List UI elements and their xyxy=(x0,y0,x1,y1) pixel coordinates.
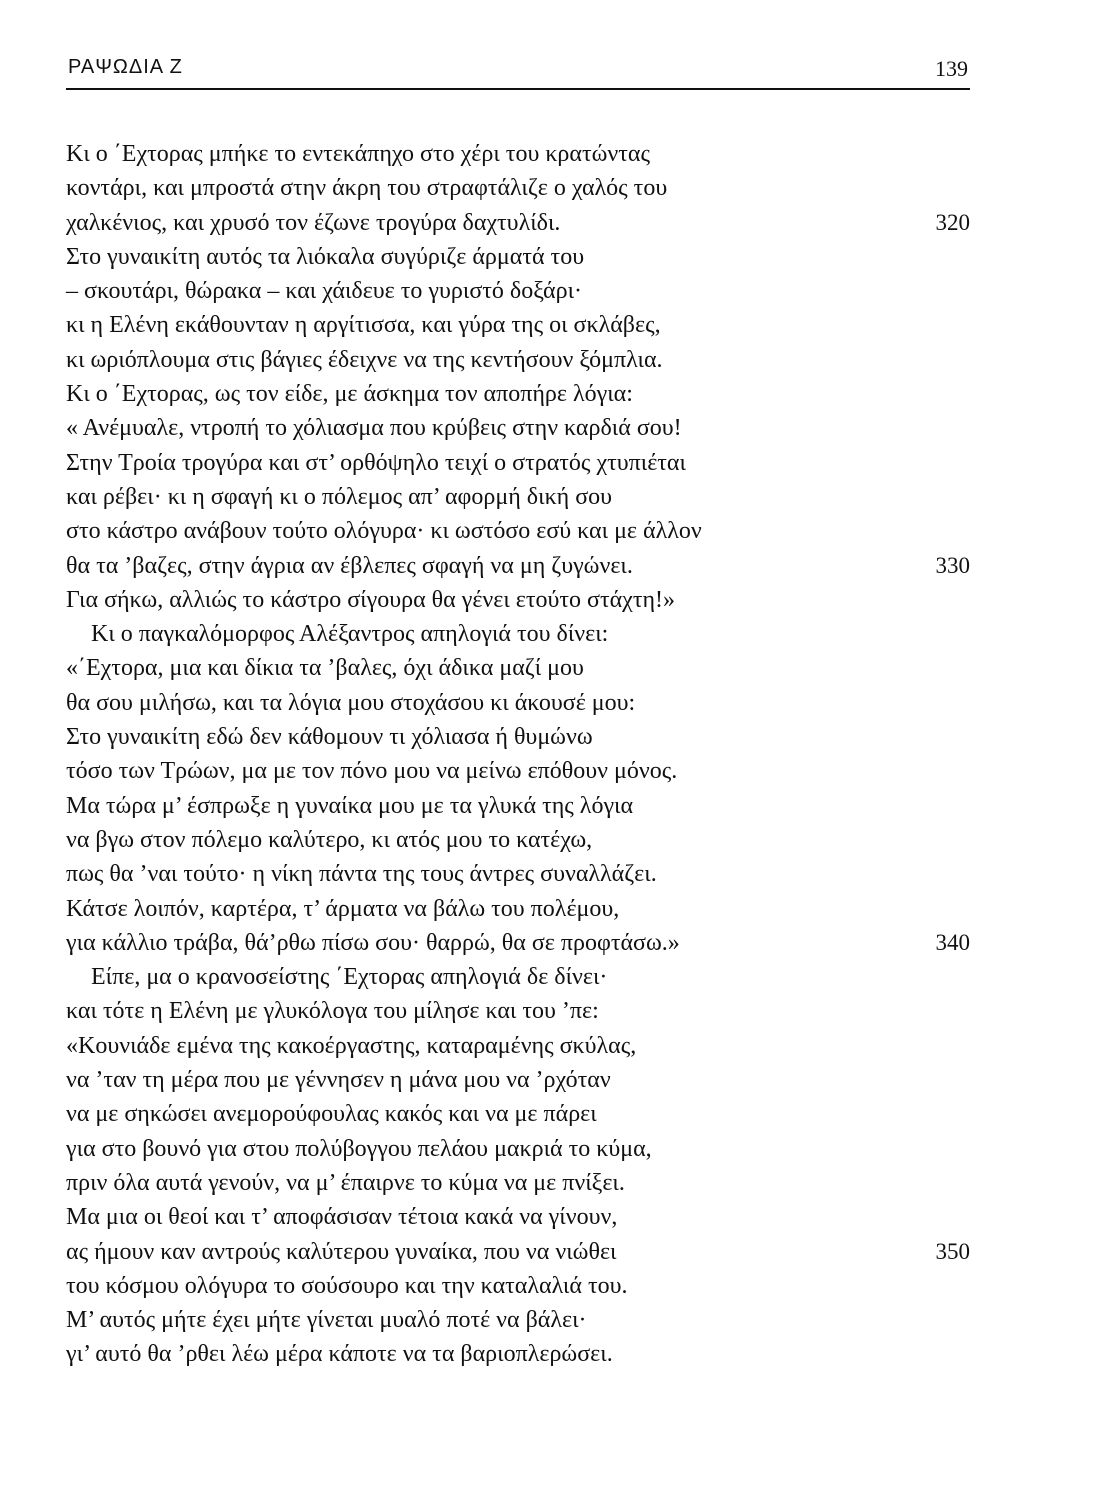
verse-text: τόσο των Τρώων, μα με τον πόνο μου να μείνω επόθουν μόνος. xyxy=(66,758,678,785)
verse-text: – σκουτάρι, θώρακα – και χάιδευε το γυριστό δοξάρι· xyxy=(66,278,583,305)
verse-text: Στην Τροία τρογύρα και στ’ ορθόψηλο τειχί ο στρατός χτυπιέται xyxy=(66,449,686,476)
verse-text: θα σου μιλήσω, και τα λόγια μου στοχάσου κι άκουσέ μου: xyxy=(66,689,636,716)
verse-line xyxy=(66,960,970,994)
running-header xyxy=(68,56,968,88)
verse-text: για στο βουνό για στου πολύβογγου πελάου μακριά το κύμα, xyxy=(66,1135,652,1162)
verse-text: «Κουνιάδε εμένα της κακοέργαστης, καταραμένης σκύλας, xyxy=(66,1032,637,1059)
verse-text: κοντάρι, και μπροστά στην άκρη του στραφτάλιζε ο χαλός του xyxy=(66,175,668,202)
header-rule xyxy=(66,88,970,90)
verse-text: του κόσμου ολόγυρα το σούσουρο και την καταλαλιά του. xyxy=(66,1272,628,1299)
verse-line xyxy=(66,926,970,960)
verse-text: να ’ταν τη μέρα που με γέννησεν η μάνα μου να ’ρχόταν xyxy=(66,1067,611,1094)
verse-text: Μ’ αυτός μήτε έχει μήτε γίνεται μυαλό ποτέ να βάλει· xyxy=(66,1307,587,1334)
verse-text: Είπε, μα ο κρανοσείστης ΄Εχτορας απηλογιά δε δίνει· xyxy=(91,964,608,991)
verse-text: Για σήκω, αλλιώς το κάστρο σίγουρα θα γένει ετούτο στάχτη!» xyxy=(66,586,676,613)
verse-line xyxy=(66,206,970,240)
verse-line xyxy=(66,1097,970,1131)
verse-line xyxy=(66,1337,970,1371)
verse-line xyxy=(66,1200,970,1234)
line-number: 350 xyxy=(935,1238,970,1264)
verse-line xyxy=(66,686,970,720)
page-number: 139 xyxy=(935,56,968,81)
verse-line xyxy=(66,1303,970,1337)
verse-text: ας ήμουν καν αντρούς καλύτερου γυναίκα, που να νιώθει xyxy=(66,1238,617,1265)
verse-line xyxy=(66,240,970,274)
verse-text: Στο γυναικίτη αυτός τα λιόκαλα συγύριζε άρματά του xyxy=(66,243,585,270)
line-number: 320 xyxy=(935,209,970,235)
verse-line xyxy=(66,446,970,480)
verse-text: Κι ο παγκαλόμορφος Αλέξαντρος απηλογιά του δίνει: xyxy=(91,621,609,648)
verse-line xyxy=(66,720,970,754)
verse-line xyxy=(66,617,970,651)
verse-text: Στο γυναικίτη εδώ δεν κάθομουν τι χόλιασα ή θυμώνω xyxy=(66,724,593,751)
verse-text: πριν όλα αυτά γενούν, να μ’ έπαιρνε το κύμα να με πνίξει. xyxy=(66,1169,625,1196)
verse-line xyxy=(66,377,970,411)
verse-line xyxy=(66,480,970,514)
verse-line xyxy=(66,308,970,342)
verse-text: Μα μια οι θεοί και τ’ αποφάσισαν τέτοια κακά να γίνουν, xyxy=(66,1204,618,1231)
verse-line xyxy=(66,583,970,617)
verse-text: θα τα ’βαζες, στην άγρια αν έβλεπες σφαγή να μη ζυγώνει. xyxy=(66,552,633,579)
verse-line xyxy=(66,994,970,1028)
verse-text: για κάλλιο τράβα, θά’ρθω πίσω σου· θαρρώ, θα σε προφτάσω.» xyxy=(66,929,680,956)
verse-text: να με σηκώσει ανεμορούφουλας κακός και να με πάρει xyxy=(66,1101,597,1128)
verse-text: κι ωριόπλουμα στις βάγιες έδειχνε να της κεντήσουν ξόμπλια. xyxy=(66,346,663,373)
verse-text: και ρέβει· κι η σφαγή κι ο πόλεμος απ’ αφορμή δική σου xyxy=(66,483,613,510)
verse-line xyxy=(66,1235,970,1269)
verse-line xyxy=(66,343,970,377)
line-number: 330 xyxy=(935,552,970,578)
verse-line xyxy=(66,1029,970,1063)
verse-text: Κάτσε λοιπόν, καρτέρα, τ’ άρματα να βάλω του πολέμου, xyxy=(66,895,620,922)
verse-text: στο κάστρο ανάβουν τούτο ολόγυρα· κι ωστόσο εσύ και με άλλον xyxy=(66,518,702,545)
verse-line xyxy=(66,171,970,205)
verse-line xyxy=(66,823,970,857)
verse-text: Κι ο ΄Εχτορας μπήκε το εντεκάπηχο στο χέρι του κρατώντας xyxy=(66,141,650,167)
verse-text: γι’ αυτό θα ’ρθει λέω μέρα κάποτε να τα βαριοπλερώσει. xyxy=(66,1341,613,1368)
verse-line xyxy=(66,1269,970,1303)
verse-line xyxy=(66,411,970,445)
verse-text: «΄Εχτορα, μια και δίκια τα ’βαλες, όχι άδικα μαζί μου xyxy=(66,655,584,682)
verse-text: Κι ο ΄Εχτορας, ως τον είδε, με άσκημα τον αποπήρε λόγια: xyxy=(66,381,633,408)
verse-line xyxy=(66,137,970,171)
verse-text: να βγω στον πόλεμο καλύτερο, κι ατός μου το κατέχω, xyxy=(66,826,593,853)
verse-line xyxy=(66,1132,970,1166)
verse-text: χαλκένιος, και χρυσό τον έζωνε τρογύρα δαχτυλίδι. xyxy=(66,209,561,236)
verse-text: κι η Ελένη εκάθουνταν η αργίτισσα, και γύρα της οι σκλάβες, xyxy=(66,312,661,339)
verse-line xyxy=(66,857,970,891)
verse-line xyxy=(66,1063,970,1097)
verse-text: « Ανέμυαλε, ντροπή το χόλιασμα που κρύβεις στην καρδιά σου! xyxy=(66,415,682,442)
verse-line xyxy=(66,892,970,926)
verse-line xyxy=(66,274,970,308)
verse-line xyxy=(66,754,970,788)
verse-line xyxy=(66,514,970,548)
verse-text: Μα τώρα μ’ έσπρωξε η γυναίκα μου με τα γλυκά της λόγια xyxy=(66,792,634,819)
line-number: 340 xyxy=(935,929,970,955)
verse-line xyxy=(66,651,970,685)
verse-text: πως θα ’ναι τούτο· η νίκη πάντα της τους άντρες συναλλάζει. xyxy=(66,861,657,888)
verse-line xyxy=(66,1166,970,1200)
chapter-title: ΡΑΨΩΔΙΑ Ζ xyxy=(68,56,183,78)
verse-block xyxy=(66,137,970,1372)
verse-line xyxy=(66,789,970,823)
verse-text: και τότε η Ελένη με γλυκόλογα του μίλησε και του ’πε: xyxy=(66,998,599,1025)
verse-line xyxy=(66,549,970,583)
